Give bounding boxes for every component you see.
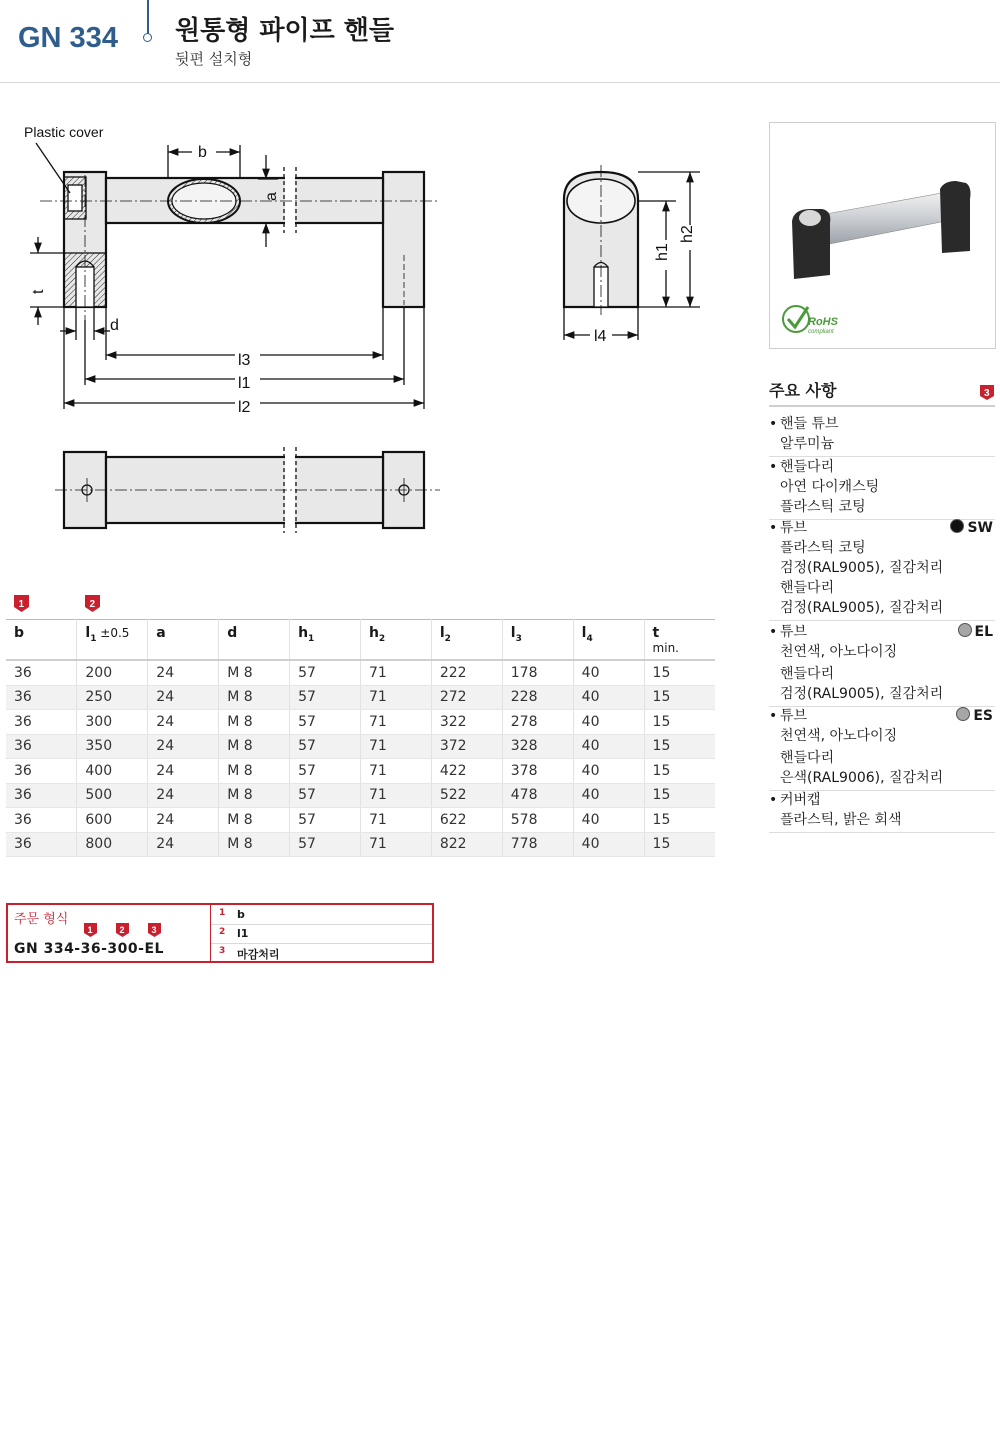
- order-markers: [84, 923, 174, 941]
- color-swatch-icon: [950, 519, 964, 533]
- table-cell: 40: [573, 734, 644, 759]
- order-example: GN 334-36-300-EL: [14, 941, 164, 957]
- header-dot: [143, 33, 152, 42]
- table-cell: M 8: [219, 759, 290, 784]
- table-cell: 250: [77, 685, 148, 710]
- note-line: 알루미늄: [780, 436, 835, 452]
- plastic-cover-label: Plastic cover: [24, 124, 104, 140]
- page-subtitle: 뒷편 설치형: [175, 50, 253, 68]
- svg-text:2: 2: [89, 599, 96, 610]
- table-cell: 200: [77, 660, 148, 685]
- table-cell: 57: [290, 759, 361, 784]
- table-cell: 400: [77, 759, 148, 784]
- table-header-cell: $h_2$: [360, 620, 431, 661]
- page-title: 원통형 파이프 핸들: [175, 16, 395, 46]
- table-header-cell: $l_4$: [573, 620, 644, 661]
- dim-l4-label: l4: [594, 328, 607, 345]
- table-header-cell: $l_3$: [502, 620, 573, 661]
- dim-a-label: a: [263, 192, 280, 201]
- table-cell: 71: [360, 759, 431, 784]
- order-format-box: [6, 903, 434, 963]
- note-line: 은색(RAL9006), 질감처리: [780, 770, 944, 786]
- table-cell: 24: [148, 832, 219, 857]
- table-header-cell: t min.: [644, 620, 715, 661]
- table-cell: 36: [6, 783, 77, 808]
- finish-code: EL: [974, 624, 993, 640]
- notes-title: 주요 사항: [769, 381, 837, 400]
- table-cell: 57: [290, 685, 361, 710]
- table-cell: 478: [502, 783, 573, 808]
- note-item: [769, 414, 995, 457]
- note-item: [769, 706, 995, 791]
- table-cell: 800: [77, 832, 148, 857]
- table-row: [6, 759, 715, 784]
- table-cell: 24: [148, 710, 219, 735]
- table-cell: 578: [502, 808, 573, 833]
- table-cell: 15: [644, 710, 715, 735]
- table-header-cell: b: [6, 620, 77, 661]
- note-line: 검정(RAL9005), 질감처리: [780, 560, 944, 576]
- note-line: • 튜브: [769, 622, 995, 642]
- col-marker-1: [14, 595, 30, 613]
- table-header-cell: $l_2$: [431, 620, 502, 661]
- notes-rule: [769, 405, 995, 407]
- table-cell: 71: [360, 660, 431, 685]
- table-cell: 36: [6, 734, 77, 759]
- note-line: • 핸들 튜브: [769, 414, 995, 434]
- table-cell: M 8: [219, 685, 290, 710]
- table-cell: 71: [360, 734, 431, 759]
- table-row: [6, 710, 715, 735]
- note-line: • 핸들다리: [769, 457, 995, 477]
- table-cell: 24: [148, 660, 219, 685]
- table-cell: 40: [573, 783, 644, 808]
- note-line: • 커버캡: [769, 790, 995, 810]
- rohs-logo: [782, 303, 852, 339]
- spec-table: [6, 619, 715, 857]
- table-cell: 24: [148, 759, 219, 784]
- table-cell: M 8: [219, 832, 290, 857]
- note-line: 핸들다리: [780, 580, 835, 596]
- table-cell: 40: [573, 660, 644, 685]
- table-header-row: [6, 620, 715, 661]
- finish-tag: [956, 706, 993, 726]
- table-cell: 500: [77, 783, 148, 808]
- color-swatch-icon: [956, 707, 970, 721]
- finish-code: SW: [967, 520, 993, 536]
- table-cell: 778: [502, 832, 573, 857]
- table-cell: 71: [360, 710, 431, 735]
- order-legend-row: 1 b: [211, 905, 432, 925]
- table-cell: M 8: [219, 783, 290, 808]
- finish-tag: [958, 622, 993, 642]
- note-line: 플라스틱, 밝은 회색: [780, 812, 902, 828]
- table-header-cell: $l_1 \pm 0.5$: [77, 620, 148, 661]
- table-cell: 57: [290, 783, 361, 808]
- order-label: 주문 형식: [14, 912, 69, 927]
- table-cell: 378: [502, 759, 573, 784]
- table-cell: 57: [290, 734, 361, 759]
- table-cell: 300: [77, 710, 148, 735]
- note-item: [769, 790, 995, 833]
- order-legend-row: 3 마감처리: [219, 946, 280, 961]
- table-cell: 622: [431, 808, 502, 833]
- table-row: [6, 660, 715, 685]
- table-cell: 15: [644, 734, 715, 759]
- table-cell: 36: [6, 808, 77, 833]
- finish-tag: [950, 518, 993, 538]
- table-header-cell: a: [148, 620, 219, 661]
- table-cell: 24: [148, 685, 219, 710]
- note-line: 천연색, 아노다이징: [780, 728, 898, 744]
- table-cell: 422: [431, 759, 502, 784]
- table-cell: 272: [431, 685, 502, 710]
- note-item: [769, 518, 995, 621]
- table-cell: 372: [431, 734, 502, 759]
- note-line: 핸들다리: [780, 750, 835, 766]
- header-rule: [0, 82, 1000, 83]
- product-code: GN 334: [18, 22, 118, 54]
- dim-l1-label: l1: [238, 375, 251, 392]
- table-cell: 40: [573, 832, 644, 857]
- svg-text:2: 2: [119, 925, 125, 935]
- note-line: 플라스틱 코팅: [780, 499, 866, 515]
- dim-t-label: t: [30, 289, 47, 294]
- dim-b-label: b: [198, 144, 207, 161]
- header-divider: [147, 0, 149, 34]
- product-photo: [769, 122, 996, 349]
- col-marker-2: [85, 595, 101, 613]
- color-swatch-icon: [958, 623, 972, 637]
- dim-h2-label: h2: [679, 225, 696, 243]
- table-cell: 40: [573, 710, 644, 735]
- table-cell: 350: [77, 734, 148, 759]
- order-marker-3: [148, 923, 161, 937]
- note-line: • 튜브: [769, 518, 995, 538]
- svg-text:RoHS: RoHS: [808, 316, 838, 328]
- order-marker-1: [84, 923, 97, 937]
- table-cell: 15: [644, 759, 715, 784]
- table-cell: 57: [290, 808, 361, 833]
- table-row: [6, 783, 715, 808]
- dim-d-label: d: [110, 317, 119, 334]
- table-cell: M 8: [219, 660, 290, 685]
- table-cell: 36: [6, 759, 77, 784]
- table-cell: 322: [431, 710, 502, 735]
- order-marker-2: [116, 923, 129, 937]
- table-cell: 40: [573, 685, 644, 710]
- technical-drawing: [0, 115, 740, 535]
- dim-l3-label: l3: [238, 352, 251, 369]
- svg-text:compliant: compliant: [808, 329, 834, 335]
- table-cell: 40: [573, 759, 644, 784]
- note-line: 아연 다이캐스팅: [780, 479, 880, 495]
- table-cell: M 8: [219, 734, 290, 759]
- table-cell: 24: [148, 734, 219, 759]
- table-cell: 24: [148, 783, 219, 808]
- table-row: [6, 734, 715, 759]
- table-cell: 71: [360, 685, 431, 710]
- table-cell: 178: [502, 660, 573, 685]
- table-cell: 328: [502, 734, 573, 759]
- table-cell: 57: [290, 710, 361, 735]
- note-item: [769, 622, 995, 707]
- table-cell: 15: [644, 832, 715, 857]
- table-cell: M 8: [219, 808, 290, 833]
- note-line: 핸들다리: [780, 666, 835, 682]
- table-cell: 71: [360, 808, 431, 833]
- table-cell: 15: [644, 808, 715, 833]
- table-cell: 57: [290, 832, 361, 857]
- note-line: 천연색, 아노다이징: [780, 644, 898, 660]
- table-cell: 36: [6, 710, 77, 735]
- order-legend-row: 2 l1: [211, 924, 432, 944]
- table-cell: 822: [431, 832, 502, 857]
- table-cell: 36: [6, 832, 77, 857]
- svg-text:1: 1: [18, 599, 25, 610]
- note-line: 검정(RAL9005), 질감처리: [780, 600, 944, 616]
- table-cell: 600: [77, 808, 148, 833]
- note-line: 검정(RAL9005), 질감처리: [780, 686, 944, 702]
- note-line: 플라스틱 코팅: [780, 540, 866, 556]
- table-cell: 15: [644, 685, 715, 710]
- svg-text:1: 1: [87, 925, 93, 935]
- table-cell: 24: [148, 808, 219, 833]
- table-cell: 278: [502, 710, 573, 735]
- table-cell: 15: [644, 660, 715, 685]
- table-row: [6, 832, 715, 857]
- table-header-cell: $h_1$: [290, 620, 361, 661]
- finish-code: ES: [973, 708, 993, 724]
- table-cell: 40: [573, 808, 644, 833]
- table-row: [6, 685, 715, 710]
- table-cell: M 8: [219, 710, 290, 735]
- notes-marker-3: [980, 385, 994, 400]
- table-cell: 36: [6, 685, 77, 710]
- table-cell: 522: [431, 783, 502, 808]
- dim-l2-label: l2: [238, 399, 251, 416]
- svg-text:3: 3: [151, 925, 157, 935]
- table-row: [6, 808, 715, 833]
- table-cell: 228: [502, 685, 573, 710]
- note-item: [769, 457, 995, 520]
- table-cell: 71: [360, 783, 431, 808]
- svg-text:3: 3: [984, 388, 990, 399]
- table-header-cell: d: [219, 620, 290, 661]
- table-cell: 36: [6, 660, 77, 685]
- table-cell: 222: [431, 660, 502, 685]
- table-cell: 71: [360, 832, 431, 857]
- table-cell: 15: [644, 783, 715, 808]
- note-line: • 튜브: [769, 706, 995, 726]
- table-cell: 57: [290, 660, 361, 685]
- dim-h1-label: h1: [654, 243, 671, 261]
